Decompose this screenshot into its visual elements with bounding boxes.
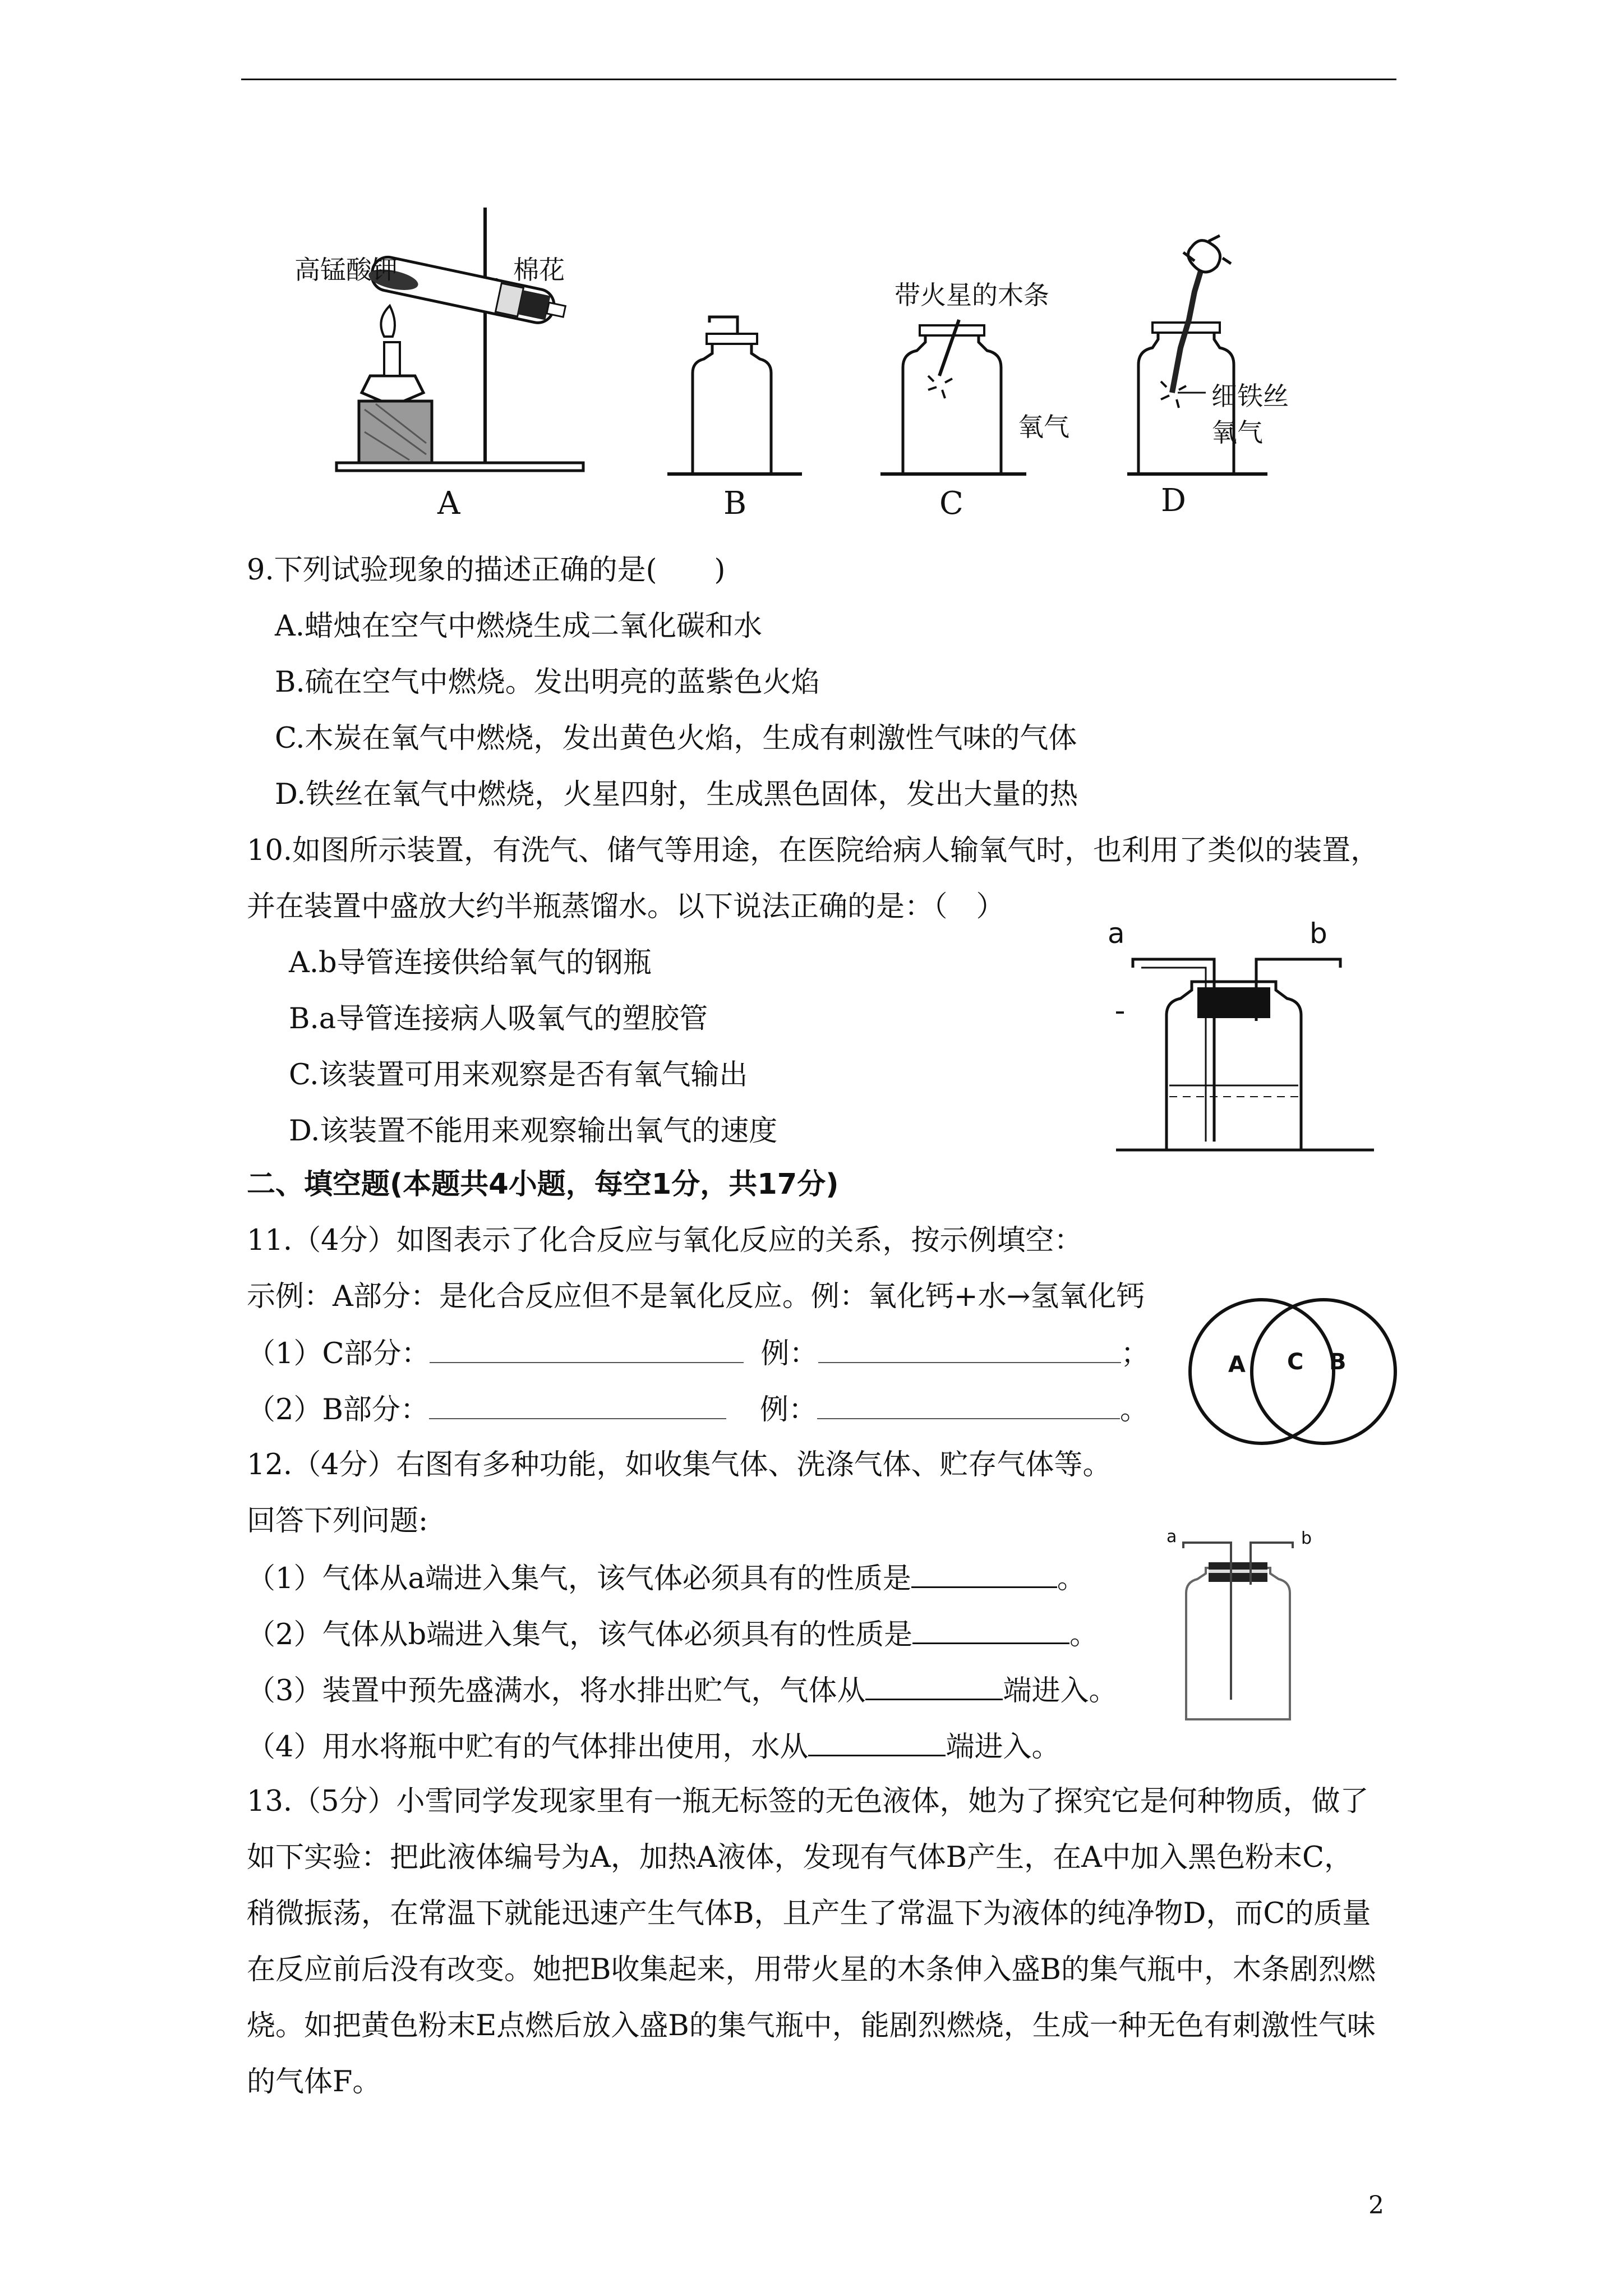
label-potassium-permanganate: 高锰酸钾 <box>294 255 398 285</box>
q12-sub3-prefix: （3）装置中预先盛满水，将水排出贮气，气体从 <box>247 1674 866 1708</box>
venn-label-a: A <box>1228 1352 1246 1378</box>
q12-sub3-end: 端进入。 <box>1003 1674 1118 1708</box>
q12-sub2-blank[interactable] <box>912 1616 1069 1644</box>
figure-b-gas-bottle <box>667 311 802 480</box>
q12-sub2 <box>247 1616 1098 1653</box>
q10-option-b: B.a导管连接病人吸氧气的塑胶管 <box>289 1002 708 1036</box>
q12-sub2-prefix: （2）气体从b端进入集气，该气体必须具有的性质是 <box>247 1618 913 1651</box>
q9-option-c: C.木炭在氧气中燃烧，发出黄色火焰，生成有刺激性气味的气体 <box>275 722 1077 755</box>
q11-sub2-example-label: 例： <box>759 1393 817 1427</box>
q9-stem: 9.下列试验现象的描述正确的是( ) <box>247 554 726 587</box>
venn-label-b: B <box>1329 1349 1347 1375</box>
q12-sub4-end: 端进入。 <box>946 1731 1061 1764</box>
q11-stem-text: 11.（4分）如图表示了化合反应与氧化反应的关系，按示例填空： <box>247 1224 1083 1257</box>
q13-line-4: 在反应前后没有改变。她把B收集起来，用带火星的木条伸入盛B的集气瓶中，木条剧烈燃 <box>247 1953 1376 1986</box>
q12-sub3 <box>247 1672 1117 1709</box>
label-glowing-stick: 带火星的木条 <box>895 280 1049 310</box>
q12-sub2-end: 。 <box>1069 1618 1099 1651</box>
figure-c-oxygen-bottle <box>880 320 1026 482</box>
q11-sub2-answer-blank[interactable] <box>429 1391 726 1419</box>
venn-label-c: C <box>1287 1349 1304 1375</box>
q10-option-d: D.该装置不能用来观察输出氧气的速度 <box>289 1115 778 1148</box>
q10-stem-line1: 10.如图所示装置，有洗气、储气等用途，在医院给病人输氧气时，也利用了类似的装置， <box>247 834 1380 867</box>
q11-sub1-prefix: （1）C部分： <box>247 1337 430 1370</box>
q10-wash-bottle-figure <box>1116 942 1374 1156</box>
q11-sub1-example-label: 例： <box>760 1337 818 1370</box>
q9-option-a: A.蜡烛在空气中燃烧生成二氧化碳和水 <box>275 610 763 643</box>
q11-sub2-prefix: （2）B部分： <box>247 1393 429 1427</box>
q10-label-a: a <box>1108 917 1125 950</box>
q12-sub4-prefix: （4）用水将瓶中贮有的气体排出使用，水从 <box>247 1731 809 1764</box>
q10-option-c: C.该装置可用来观察是否有氧气输出 <box>289 1059 748 1092</box>
figure-a-heating-setup <box>331 208 623 477</box>
q9-option-d: D.铁丝在氧气中燃烧，火星四射，生成黑色固体，发出大量的热 <box>275 778 1078 811</box>
q12-sub1 <box>247 1559 1086 1597</box>
q12-sub4 <box>247 1728 1060 1765</box>
q12-sub1-end: 。 <box>1057 1562 1086 1595</box>
figure-letter-b: B <box>723 485 747 522</box>
q12-sub3-blank[interactable] <box>865 1672 1003 1700</box>
q11-sub1 <box>247 1335 1150 1372</box>
q11-sub2 <box>247 1391 1149 1428</box>
section-2-title: 二、填空题(本题共4小题，每空1分，共17分) <box>247 1168 839 1201</box>
q12-sub1-blank[interactable] <box>911 1559 1057 1588</box>
label-oxygen-c: 氧气 <box>1018 412 1069 442</box>
figure-letter-d: D <box>1161 482 1186 519</box>
q12-prompt: 回答下列问题: <box>247 1504 428 1538</box>
q12-label-a: a <box>1166 1527 1177 1547</box>
q13-line-6: 的气体F。 <box>247 2065 381 2099</box>
q12-label-b: b <box>1301 1529 1312 1548</box>
label-oxygen-d: 氧气 <box>1211 417 1263 448</box>
q11-sub1-end: ； <box>1121 1337 1150 1370</box>
q11-sub2-example-blank[interactable] <box>817 1391 1120 1419</box>
q11-stem <box>247 1223 1083 1259</box>
q10-stem-line2: 并在装置中盛放大约半瓶蒸馏水。以下说法正确的是：（ ） <box>247 890 1005 923</box>
page-number: 2 <box>1368 2191 1384 2220</box>
header-rule <box>241 79 1396 80</box>
q13-line-1: 13.（5分）小雪同学发现家里有一瓶无标签的无色液体，她为了探究它是何种物质，做了 <box>247 1785 1369 1818</box>
q11-sub1-example-blank[interactable] <box>818 1335 1121 1363</box>
figure-letter-a: A <box>437 485 460 522</box>
q9-option-b: B.硫在空气中燃烧。发出明亮的蓝紫色火焰 <box>275 666 820 699</box>
q11-example: 示例：A部分：是化合反应但不是氧化反应。例：氧化钙+水→氢氧化钙 <box>247 1280 1145 1313</box>
q11-sub1-answer-blank[interactable] <box>430 1335 744 1363</box>
q12-sub1-prefix: （1）气体从a端进入集气，该气体必须具有的性质是 <box>247 1562 911 1595</box>
figure-letter-c: C <box>939 485 963 522</box>
label-cotton: 棉花 <box>513 255 565 285</box>
q12-gas-bottle-figure <box>1172 1531 1318 1722</box>
q13-line-2: 如下实验：把此液体编号为A，加热A液体，发现有气体B产生，在A中加入黑色粉末C， <box>247 1841 1353 1874</box>
label-iron-wire: 细铁丝 <box>1211 381 1289 411</box>
q10-option-a: A.b导管连接供给氧气的钢瓶 <box>289 946 652 979</box>
q12-sub4-blank[interactable] <box>808 1728 946 1756</box>
q13-line-5: 烧。如把黄色粉末E点燃后放入盛B的集气瓶中，能剧烈燃烧，生成一种无色有刺激性气味 <box>247 2009 1376 2042</box>
q13-line-3: 稍微振荡，在常温下就能迅速产生气体B，且产生了常温下为液体的纯净物D，而C的质量 <box>247 1897 1371 1930</box>
q11-sub2-end: 。 <box>1119 1393 1149 1427</box>
q12-stem: 12.（4分）右图有多种功能，如收集气体、洗涤气体、贮存气体等。 <box>247 1448 1112 1481</box>
q10-label-b: b <box>1310 917 1327 950</box>
